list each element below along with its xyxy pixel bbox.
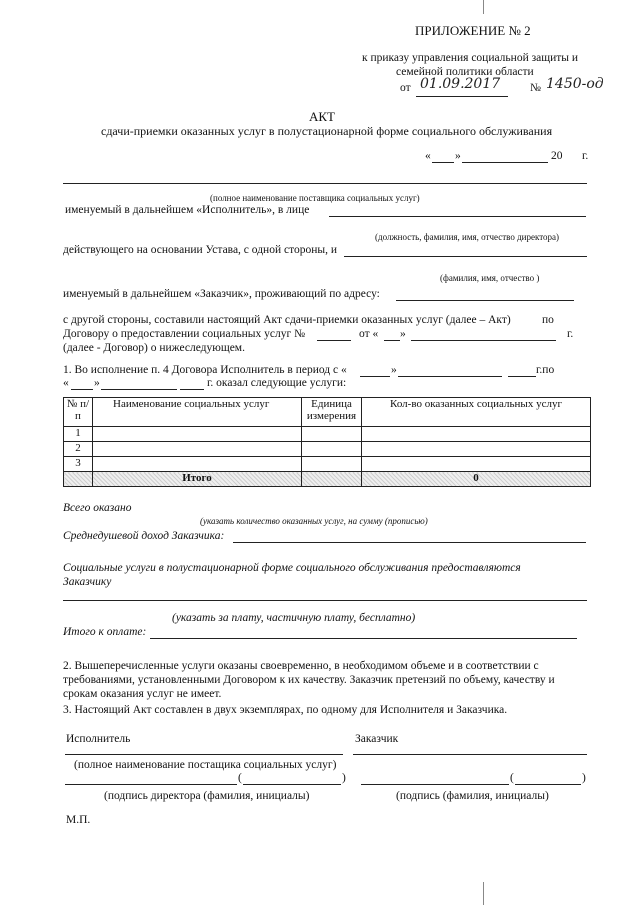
order-date-handwritten: 01.09.2017 bbox=[420, 76, 501, 92]
charter-line: действующего на основании Устава, с одной стороны, и bbox=[63, 244, 337, 256]
payment-caption: (указать за плату, частичную плату, бесплатно) bbox=[172, 612, 416, 624]
table-row bbox=[64, 457, 591, 472]
period-start-month-line bbox=[398, 376, 502, 377]
unit-cell bbox=[302, 427, 362, 442]
customer-signature-label: Заказчик bbox=[355, 733, 399, 745]
total-value: 0 bbox=[362, 472, 591, 487]
order-number-label: № bbox=[530, 82, 541, 94]
quantity-cell bbox=[362, 427, 591, 442]
row-number: 1 bbox=[64, 427, 93, 442]
order-reference-2: семейной политики области bbox=[396, 66, 534, 78]
para-b: Договору о предоставлении социальных услуг № bbox=[63, 328, 306, 340]
item1-a-close: » bbox=[391, 364, 397, 376]
quantity-cell bbox=[362, 442, 591, 457]
income-line bbox=[233, 542, 586, 543]
services-table bbox=[63, 397, 591, 487]
customer-line: именуемый в дальнейшем «Заказчик», проживающий по адресу: bbox=[63, 288, 380, 300]
service-cell bbox=[93, 442, 302, 457]
period-end-month-line bbox=[101, 389, 177, 390]
table-row bbox=[64, 427, 591, 442]
date-year-suffix: г. bbox=[582, 150, 589, 162]
contract-month-line bbox=[411, 340, 556, 341]
position-caption: (должность, фамилия, имя, отчество директора) bbox=[375, 232, 560, 242]
para-a-end: по bbox=[542, 314, 554, 326]
total-rendered-label: Всего оказано bbox=[63, 502, 132, 514]
order-reference: к приказу управления социальной защиты и bbox=[362, 52, 579, 64]
act-subtitle: сдачи-приемки оказанных услуг в полустационарной форме социального обслуживания bbox=[101, 124, 553, 138]
customer-top-line bbox=[353, 754, 587, 755]
item1-a: 1. Во исполнение п. 4 Договора Исполнитель в период с « bbox=[63, 364, 347, 376]
col-unit-header: Единица измерения bbox=[302, 398, 362, 427]
provider-name-line bbox=[63, 183, 587, 184]
table-row bbox=[64, 442, 591, 457]
contract-day-line bbox=[384, 340, 400, 341]
to-pay-label: Итого к оплате: bbox=[63, 626, 147, 638]
total-caption: (указать количество оказанных услуг, на сумму (прописью) bbox=[200, 516, 428, 526]
executor-representative-line bbox=[329, 216, 586, 217]
customer-name-line bbox=[344, 256, 587, 257]
col-number-header: № п/п bbox=[64, 398, 93, 427]
customer-sign-line bbox=[361, 784, 509, 785]
executor-name-line bbox=[243, 784, 341, 785]
table-total-row bbox=[64, 472, 591, 487]
scan-artifact-line bbox=[483, 0, 484, 14]
customer-paren-open: ( bbox=[510, 772, 514, 784]
provider-caption: (полное наименование поставщика социальных услуг) bbox=[210, 193, 420, 203]
item1-b-open: « bbox=[63, 377, 69, 389]
to-pay-line bbox=[150, 638, 577, 639]
date-year: 20 bbox=[551, 150, 563, 162]
row-number: 3 bbox=[64, 457, 93, 472]
item1-b-close: » bbox=[94, 377, 100, 389]
unit-cell bbox=[302, 442, 362, 457]
stamp-place: М.П. bbox=[66, 814, 91, 826]
service-cell bbox=[93, 427, 302, 442]
total-label: Итого bbox=[93, 472, 302, 487]
payment-form-line bbox=[63, 600, 587, 601]
customer-paren-close: ) bbox=[582, 772, 586, 784]
period-start-day-line bbox=[360, 376, 390, 377]
date-open-quote: « bbox=[425, 150, 431, 162]
director-signature-caption: (подпись директора (фамилия, инициалы) bbox=[104, 790, 310, 802]
customer-address-line bbox=[396, 300, 574, 301]
period-start-year-line bbox=[508, 376, 536, 377]
executor-sign-line bbox=[65, 784, 237, 785]
customer-name-line bbox=[515, 784, 581, 785]
contract-number-line bbox=[317, 340, 351, 341]
order-date-label: от bbox=[400, 82, 411, 94]
col-service-header: Наименование социальных услуг bbox=[93, 398, 302, 427]
executor-org-line bbox=[65, 754, 343, 755]
clause-2-line3: срокам оказания услуг не имеет. bbox=[63, 688, 222, 700]
row-number: 2 bbox=[64, 442, 93, 457]
appendix-title: ПРИЛОЖЕНИЕ № 2 bbox=[415, 23, 531, 38]
services-form-line2: Заказчику bbox=[63, 576, 112, 588]
scan-artifact-line bbox=[483, 882, 484, 905]
order-date-line bbox=[416, 96, 508, 97]
date-day-line bbox=[432, 162, 454, 163]
fio-caption: (фамилия, имя, отчество ) bbox=[440, 273, 540, 283]
executor-line: именуемый в дальнейшем «Исполнитель», в лице bbox=[65, 204, 310, 216]
executor-provider-caption: (полное наименование постащика социальных услуг) bbox=[74, 759, 337, 771]
total-unit-blank bbox=[302, 472, 362, 487]
col-quantity-header: Кол-во оказанных социальных услуг bbox=[362, 398, 591, 427]
service-cell bbox=[93, 457, 302, 472]
para-b-year: г. bbox=[567, 328, 574, 340]
table-header-row bbox=[64, 398, 591, 427]
unit-cell bbox=[302, 457, 362, 472]
period-end-day-line bbox=[71, 389, 93, 390]
executor-signature-label: Исполнитель bbox=[66, 733, 131, 745]
para-b-from: от « bbox=[359, 328, 379, 340]
order-number-handwritten: 1450-од bbox=[546, 76, 604, 92]
para-b-close: » bbox=[400, 328, 406, 340]
act-title: АКТ bbox=[309, 109, 335, 124]
para-c: (далее - Договор) о нижеследующем. bbox=[63, 342, 245, 354]
executor-paren-open: ( bbox=[238, 772, 242, 784]
item1-a-end: г.по bbox=[536, 364, 555, 376]
clause-2-line1: 2. Вышеперечисленные услуги оказаны своевременно, в необходимом объеме и в соответствии с bbox=[63, 660, 539, 672]
income-label: Среднедушевой доход Заказчика: bbox=[63, 530, 225, 542]
item1-b-text: г. оказал следующие услуги: bbox=[207, 377, 347, 389]
total-blank bbox=[64, 472, 93, 487]
date-month-line bbox=[462, 162, 548, 163]
services-form-line1: Социальные услуги в полустационарной форме социального обслуживания предоставляются bbox=[63, 562, 521, 574]
clause-3: 3. Настоящий Акт составлен в двух экземплярах, по одному для Исполнителя и Заказчика. bbox=[63, 704, 508, 716]
executor-paren-close: ) bbox=[342, 772, 346, 784]
para-a: с другой стороны, составили настоящий Акт сдачи-приемки оказанных услуг (далее – Акт) bbox=[63, 314, 511, 326]
quantity-cell bbox=[362, 457, 591, 472]
customer-signature-caption: (подпись (фамилия, инициалы) bbox=[396, 790, 549, 802]
clause-2-line2: требованиями, установленными Договором к их качеству. Заказчик претензий по объему, качеству и bbox=[63, 674, 555, 686]
date-close-quote: » bbox=[455, 150, 461, 162]
period-end-year-line bbox=[180, 389, 204, 390]
